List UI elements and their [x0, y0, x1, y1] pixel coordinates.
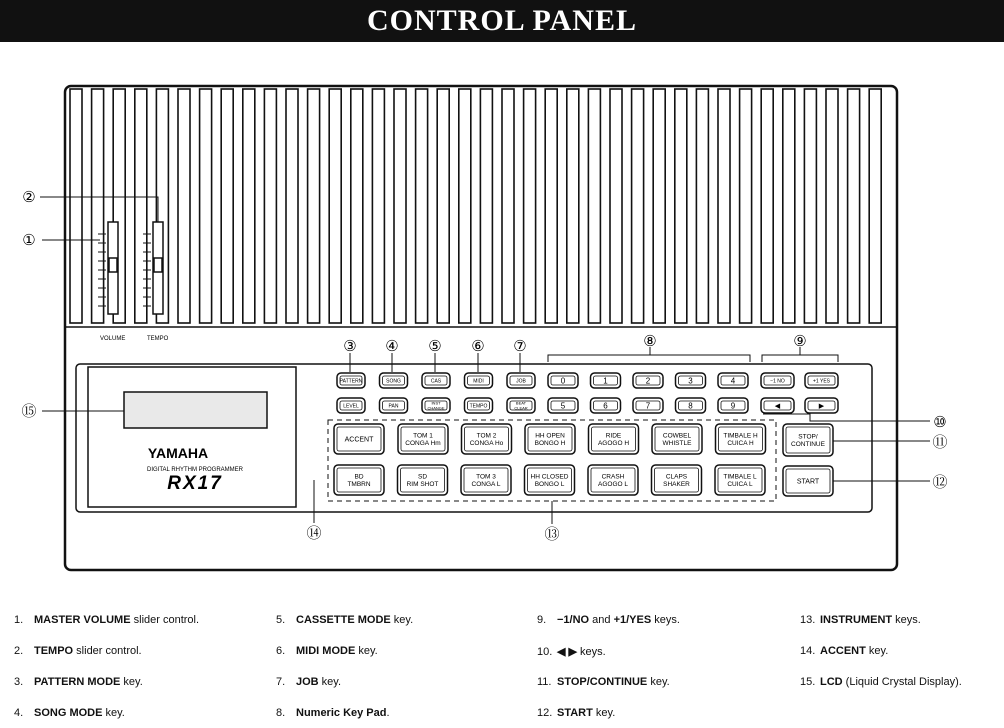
numeric-key-label: 1 [603, 376, 608, 386]
legend-n: 4. [14, 707, 24, 719]
level-key[interactable] [337, 398, 365, 413]
instrument-key-label: TMBRN [347, 481, 371, 489]
fin [329, 89, 341, 323]
legend-item [537, 614, 680, 626]
tempo-key-label: TEMPO [469, 403, 488, 410]
legend-n: 9. [537, 614, 547, 626]
legend-rest: key. [390, 614, 414, 626]
accent-key[interactable] [334, 424, 384, 454]
tempo-label: TEMPO [147, 336, 169, 342]
instrument-key-label: CRASH [601, 473, 625, 481]
accent-key-label: ACCENT [344, 436, 374, 444]
instrument-key[interactable] [398, 424, 448, 454]
instrument-key[interactable] [525, 465, 575, 495]
legend-item [14, 707, 125, 719]
legend-rest: key. [865, 645, 889, 657]
instrument-key-label: RIM SHOT [406, 481, 439, 489]
legend-item [14, 645, 142, 657]
instrument-key[interactable] [588, 465, 638, 495]
legend-rest: key. [102, 707, 125, 719]
fin [869, 89, 881, 323]
legend-bold: STOP/CONTINUE [557, 676, 648, 688]
fin [480, 89, 492, 323]
fin [178, 89, 190, 323]
legend-rest: key. [647, 676, 670, 688]
legend-rest: . [386, 707, 390, 719]
instrument-key-label: TOM 3 [476, 473, 496, 481]
fin [653, 89, 665, 323]
song-key-label: SONG [386, 378, 401, 385]
song-key[interactable] [380, 373, 408, 388]
instrument-key[interactable] [461, 465, 511, 495]
callout-10: ⑩ [933, 414, 947, 431]
fin [221, 89, 233, 323]
brand-subtitle: DIGITAL RHYTHM PROGRAMMER [146, 467, 244, 473]
legend-item [276, 614, 413, 626]
legend-n: 6. [276, 645, 286, 657]
instrument-key[interactable] [525, 424, 575, 454]
fin [588, 89, 600, 323]
numeric-key-label: 3 [688, 376, 693, 386]
fin [848, 89, 860, 323]
callout-11: ⑪ [932, 434, 948, 451]
callout-13: ⑬ [544, 526, 560, 543]
numeric-key[interactable] [548, 398, 578, 413]
callout-14: ⑭ [306, 525, 322, 542]
legend-n: 3. [14, 676, 24, 688]
cassette-key-label: CAS [430, 378, 442, 385]
legend-item [800, 676, 962, 688]
pattern-key[interactable] [337, 373, 365, 388]
instrument-key-label: CLAPS [665, 473, 688, 481]
fin [264, 89, 276, 323]
fin [696, 89, 708, 323]
numeric-key-label: 6 [603, 401, 608, 411]
instrument-key[interactable] [715, 465, 765, 495]
fin [394, 89, 406, 323]
legend-item [800, 645, 888, 657]
job-key[interactable] [507, 373, 535, 388]
instrument-key[interactable] [652, 424, 702, 454]
instrument-key[interactable] [716, 424, 766, 454]
stop-continue-key[interactable] [783, 424, 833, 456]
pan-key[interactable] [380, 398, 408, 413]
fin [351, 89, 363, 323]
callout-9: ⑨ [793, 333, 807, 350]
instrument-key-label: WHISTLE [662, 440, 692, 448]
fin [416, 89, 428, 323]
fin [610, 89, 622, 323]
fin [761, 89, 773, 323]
cassette-key[interactable] [422, 373, 450, 388]
legend-n: 15. [800, 676, 816, 688]
numeric-key-label: 9 [730, 401, 736, 411]
numeric-key[interactable] [676, 398, 706, 413]
legend-bold2: +1/YES [613, 614, 652, 626]
legend-rest: and [589, 614, 614, 626]
stop-continue-key-label: CONTINUE [791, 441, 825, 449]
instrument-key-label: CUICA H [727, 440, 754, 448]
slider-knob[interactable] [154, 258, 162, 272]
legend-rest: keys. [892, 614, 921, 626]
numeric-key[interactable] [633, 398, 663, 413]
legend-n: 8. [276, 707, 286, 719]
fin [200, 89, 212, 323]
fin [740, 89, 752, 323]
instrument-key[interactable] [652, 465, 702, 495]
legend-rest: key. [120, 676, 143, 688]
legend-bold: START [557, 707, 593, 719]
legend-n: 14. [800, 645, 816, 657]
instrument-key-label: TOM 1 [413, 432, 433, 440]
legend-rest: slider control. [130, 614, 200, 626]
fin [372, 89, 384, 323]
fin [308, 89, 320, 323]
numeric-key[interactable] [676, 373, 706, 388]
legend-bold: CASSETTE MODE [296, 614, 391, 626]
job-key-label: JOB [516, 378, 526, 385]
legend-item [800, 614, 921, 626]
beat-clear-key-label: CLEAR [514, 405, 528, 411]
plus-yes-key[interactable] [805, 373, 838, 388]
instrument-key-label: BONGO H [534, 440, 566, 448]
instrument-key-label: AGOGO H [597, 440, 630, 448]
numeric-key[interactable] [591, 398, 621, 413]
instrument-key-label: HH OPEN [535, 432, 565, 440]
legend-item [276, 676, 341, 688]
instrument-key[interactable] [398, 465, 448, 495]
model-logo: RX17 [167, 473, 223, 494]
legend-item [537, 707, 615, 719]
instrument-key-label: BD [354, 473, 364, 481]
fin [826, 89, 838, 323]
numeric-key-label: 4 [730, 376, 736, 386]
numeric-key[interactable] [633, 373, 663, 388]
midi-key[interactable] [465, 373, 493, 388]
callout-5: ⑤ [428, 338, 442, 355]
instrument-key-label: RIDE [605, 432, 622, 440]
stop-continue-key-label: STOP/ [798, 433, 818, 441]
level-key-label: LEVEL [343, 403, 359, 410]
start-key-label: START [796, 478, 820, 486]
legend-n: 1. [14, 614, 24, 626]
lcd-display [124, 392, 267, 428]
legend-n: 7. [276, 676, 286, 688]
beat-clear-key-label: BEAT [515, 400, 527, 406]
instrument-key-label: HH CLOSED [530, 473, 569, 481]
fin [567, 89, 579, 323]
pattern-key-label: PATTERN [339, 378, 363, 385]
legend-rest: key. [355, 645, 378, 657]
instrument-key-label: BONGO L [534, 481, 565, 489]
slider-knob[interactable] [109, 258, 117, 272]
legend-bold: ◀ ▶ [557, 646, 577, 658]
inst-change-key[interactable] [422, 398, 450, 413]
numeric-key[interactable] [548, 373, 578, 388]
fin [437, 89, 449, 323]
numeric-key[interactable] [718, 398, 748, 413]
legend-item [537, 676, 670, 688]
legend-bold: MASTER VOLUME [34, 614, 131, 626]
fin [70, 89, 82, 323]
fin [718, 89, 730, 323]
fin [243, 89, 255, 323]
inst-change-key-label: CHANGE [427, 405, 445, 411]
callout-3: ③ [343, 338, 357, 355]
legend-bold: TEMPO [34, 645, 74, 657]
legend-item [276, 645, 378, 657]
right-arrow-key[interactable] [805, 398, 838, 413]
legend-bold: SONG MODE [34, 707, 103, 719]
callout-15: ⑮ [21, 403, 37, 420]
inst-change-key-label: INST [431, 400, 441, 406]
minus-no-key[interactable] [761, 373, 794, 388]
numeric-key-label: 7 [645, 401, 651, 411]
legend-n: 2. [14, 645, 24, 657]
tempo-key[interactable] [465, 398, 493, 413]
callout-7: ⑦ [513, 338, 527, 355]
fin [545, 89, 557, 323]
legend-bold: MIDI MODE [296, 645, 356, 657]
instrument-key[interactable] [589, 424, 639, 454]
callout-4: ④ [385, 338, 399, 355]
pan-key-label: PAN [388, 403, 399, 410]
legend-item [276, 707, 390, 719]
legend-bold: ACCENT [820, 645, 866, 657]
midi-key-label: MIDI [473, 378, 484, 385]
callout-12: ⑫ [932, 474, 948, 491]
legend-rest: slider control. [73, 645, 142, 657]
left-arrow-key[interactable] [761, 398, 794, 413]
fin [675, 89, 687, 323]
fin [783, 89, 795, 323]
callout-1: ① [22, 232, 36, 249]
fin [804, 89, 816, 323]
instrument-key-label: SD [417, 473, 428, 481]
volume-label: VOLUME [100, 336, 126, 342]
numeric-key-label: 0 [560, 376, 566, 386]
legend-bold: −1/NO [557, 614, 590, 626]
legend-rest: key. [592, 707, 616, 719]
numeric-key[interactable] [718, 373, 748, 388]
fin [502, 89, 514, 323]
legend-n: 12. [537, 707, 553, 719]
instrument-key[interactable] [462, 424, 512, 454]
legend-bold: Numeric Key Pad [296, 707, 387, 719]
callout-6: ⑥ [471, 338, 485, 355]
instrument-key-label: COWBEL [662, 432, 692, 440]
legend-n: 11. [537, 676, 552, 688]
legend-item [14, 676, 143, 688]
legend-bold: LCD [820, 676, 843, 688]
minus-no-key-label: −1 NO [770, 378, 785, 385]
beat-clear-key[interactable] [507, 398, 535, 413]
plus-yes-key-label: +1 YES [812, 378, 831, 385]
instrument-key[interactable] [334, 465, 384, 495]
legend-rest2: keys. [651, 614, 680, 626]
instrument-key-label: SHAKER [663, 481, 690, 489]
fin [524, 89, 536, 323]
callout-2: ② [22, 189, 36, 206]
legend-bold: INSTRUMENT [820, 614, 893, 626]
legend-n: 10. [537, 646, 553, 658]
legend-rest: keys. [576, 646, 606, 658]
instrument-key-label: CONGA Ho [469, 440, 504, 448]
legend-item [14, 614, 199, 626]
fin [632, 89, 644, 323]
numeric-key-label: 8 [688, 401, 693, 411]
fin [459, 89, 471, 323]
instrument-key-label: AGOGO L [598, 481, 628, 489]
numeric-key-label: 2 [645, 376, 651, 386]
brand-name: YAMAHA [147, 445, 209, 461]
instrument-key-label: CUICA L [727, 481, 753, 489]
legend-rest: (Liquid Crystal Display). [842, 676, 962, 688]
left-arrow-key-label: ◀ [774, 402, 781, 410]
instrument-key-label: CONGA L [471, 481, 501, 489]
legend-item [537, 645, 606, 658]
instrument-key-label: TIMBALE L [723, 473, 757, 481]
instrument-key-label: CONGA Hm [405, 440, 441, 448]
legend-n: 13. [800, 614, 816, 626]
fin [286, 89, 298, 323]
legend-rest: key. [318, 676, 342, 688]
start-key[interactable] [783, 466, 833, 496]
instrument-key-label: TIMBALE H [723, 432, 758, 440]
page-title: CONTROL PANEL [0, 0, 1004, 42]
numeric-key[interactable] [591, 373, 621, 388]
callout-8: ⑧ [643, 333, 657, 350]
instrument-key-label: TOM 2 [476, 432, 497, 440]
legend-bold: JOB [296, 676, 319, 688]
right-arrow-key-label: ▶ [818, 402, 825, 410]
legend-bold: PATTERN MODE [34, 676, 121, 688]
legend-n: 5. [276, 614, 286, 626]
numeric-key-label: 5 [560, 401, 566, 411]
